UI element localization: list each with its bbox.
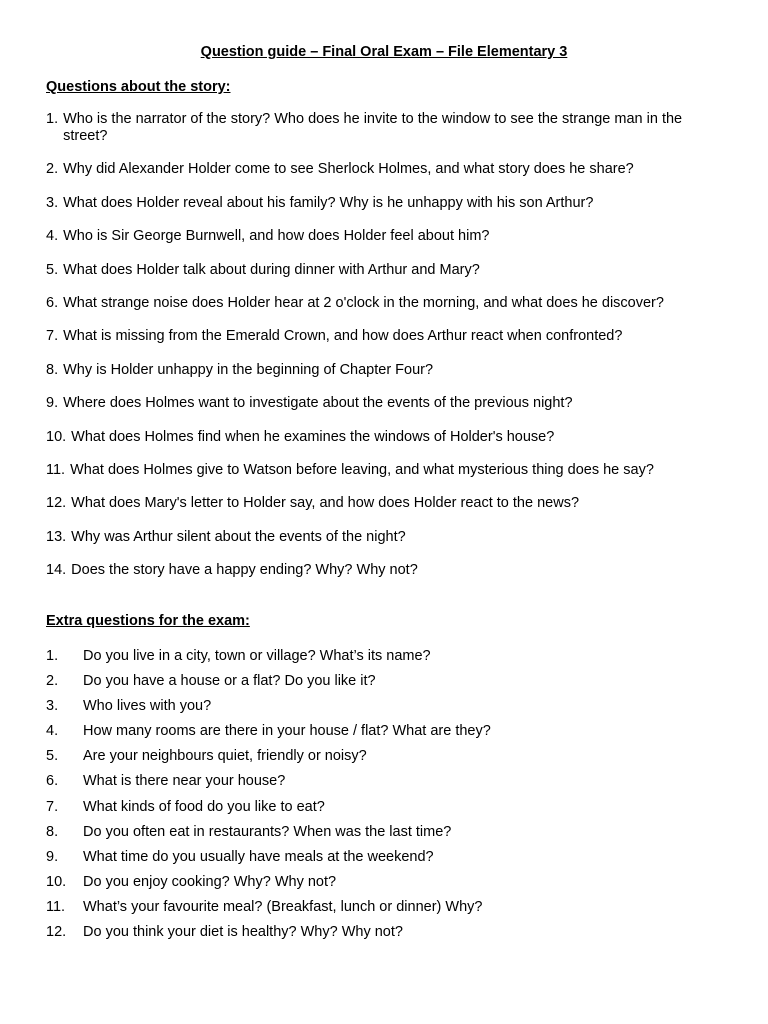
question-number: 4. bbox=[46, 228, 59, 245]
question-number: 1. bbox=[46, 648, 59, 664]
question-number: 10. bbox=[46, 873, 67, 890]
question-text: What is there near your house? bbox=[83, 773, 286, 790]
question-text: What does Holmes give to Watson before leaving, and what mysterious thing does he say? bbox=[70, 461, 654, 478]
question-number: 9. bbox=[46, 395, 59, 412]
story-question-item bbox=[46, 228, 716, 245]
story-question-item bbox=[46, 111, 716, 145]
question-number: 7. bbox=[46, 328, 59, 345]
question-text: What strange noise does Holder hear at 2 o'clock in the morning, and what does he discover? bbox=[63, 294, 664, 311]
question-number: 6. bbox=[46, 773, 59, 790]
extra-question-item bbox=[46, 824, 716, 849]
story-question-item bbox=[46, 362, 716, 379]
question-number: 3. bbox=[46, 194, 59, 211]
question-text: Are your neighbours quiet, friendly or noisy? bbox=[83, 748, 367, 765]
extra-question-item bbox=[46, 648, 716, 673]
question-number: 5. bbox=[46, 748, 59, 765]
extra-questions-list bbox=[46, 648, 716, 949]
story-question-item bbox=[46, 495, 716, 512]
extra-question-item bbox=[46, 924, 716, 949]
extra-question-item bbox=[46, 874, 716, 899]
question-text: What kinds of food do you like to eat? bbox=[83, 798, 325, 815]
question-text: Do you often eat in restaurants? When was the last time? bbox=[83, 823, 452, 840]
extra-question-item bbox=[46, 773, 716, 798]
question-number: 11. bbox=[46, 461, 66, 478]
extra-question-item bbox=[46, 723, 716, 748]
question-number: 11. bbox=[46, 898, 66, 915]
question-number: 2. bbox=[46, 161, 59, 178]
question-number: 8. bbox=[46, 823, 59, 840]
question-text: Why did Alexander Holder come to see Sherlock Holmes, and what story does he share? bbox=[63, 161, 634, 178]
document-title: Question guide – Final Oral Exam – File Elementary 3 bbox=[200, 44, 568, 60]
question-text: What does Holder talk about during dinner with Arthur and Mary? bbox=[63, 261, 480, 278]
question-text: What time do you usually have meals at the weekend? bbox=[83, 848, 434, 865]
question-number: 12. bbox=[46, 495, 67, 512]
story-question-item bbox=[46, 562, 716, 579]
question-number: 6. bbox=[46, 294, 59, 311]
question-text: Why is Holder unhappy in the beginning of Chapter Four? bbox=[63, 361, 434, 378]
story-questions-list bbox=[46, 111, 716, 595]
extra-question-item bbox=[46, 849, 716, 874]
extra-questions-heading: Extra questions for the exam: bbox=[46, 613, 250, 629]
question-number: 13. bbox=[46, 528, 67, 545]
question-number: 9. bbox=[46, 848, 59, 865]
question-text: Do you enjoy cooking? Why? Why not? bbox=[83, 873, 337, 890]
story-question-item bbox=[46, 161, 716, 178]
question-text: Where does Holmes want to investigate about the events of the previous night? bbox=[63, 395, 573, 412]
question-text: How many rooms are there in your house / flat? What are they? bbox=[83, 723, 491, 740]
question-text: Do you have a house or a flat? Do you like it? bbox=[83, 673, 376, 690]
question-text: Do you think your diet is healthy? Why? Why not? bbox=[83, 924, 403, 941]
question-number: 8. bbox=[46, 361, 59, 378]
question-number: 5. bbox=[46, 261, 59, 278]
question-number: 4. bbox=[46, 723, 59, 740]
extra-question-item bbox=[46, 698, 716, 723]
question-text: Who lives with you? bbox=[83, 698, 212, 715]
story-question-item bbox=[46, 262, 716, 279]
question-number: 7. bbox=[46, 798, 59, 815]
question-text: What does Holder reveal about his family? Why is he unhappy with his son Arthur? bbox=[63, 194, 594, 211]
question-text: Do you live in a city, town or village? What’s its name? bbox=[83, 648, 431, 664]
question-text: What does Holmes find when he examines the windows of Holder's house? bbox=[71, 428, 555, 445]
question-text: Who is Sir George Burnwell, and how does Holder feel about him? bbox=[63, 228, 490, 245]
question-number: 14. bbox=[46, 562, 67, 579]
story-question-item bbox=[46, 429, 716, 446]
story-question-item bbox=[46, 328, 716, 345]
question-number: 10. bbox=[46, 428, 67, 445]
question-number: 1. bbox=[46, 111, 59, 127]
question-number: 3. bbox=[46, 698, 59, 715]
question-text: Why was Arthur silent about the events of the night? bbox=[71, 528, 406, 545]
question-text: Who is the narrator of the story? Who does he invite to the window to see the strange man in the street? bbox=[63, 111, 683, 144]
story-question-item bbox=[46, 295, 716, 312]
story-question-item bbox=[46, 195, 716, 212]
question-number: 2. bbox=[46, 673, 59, 690]
question-number: 12. bbox=[46, 924, 67, 941]
story-question-item bbox=[46, 529, 716, 546]
story-question-item bbox=[46, 462, 716, 479]
extra-question-item bbox=[46, 899, 716, 924]
extra-question-item bbox=[46, 673, 716, 698]
story-question-item bbox=[46, 395, 716, 412]
question-text: What is missing from the Emerald Crown, and how does Arthur react when confronted? bbox=[63, 328, 623, 345]
question-text: What does Mary's letter to Holder say, and how does Holder react to the news? bbox=[71, 495, 580, 512]
question-text: What’s your favourite meal? (Breakfast, lunch or dinner) Why? bbox=[83, 898, 483, 915]
extra-question-item bbox=[46, 748, 716, 773]
story-questions-heading: Questions about the story: bbox=[46, 79, 231, 95]
question-text: Does the story have a happy ending? Why? Why not? bbox=[71, 562, 418, 579]
extra-question-item bbox=[46, 799, 716, 824]
